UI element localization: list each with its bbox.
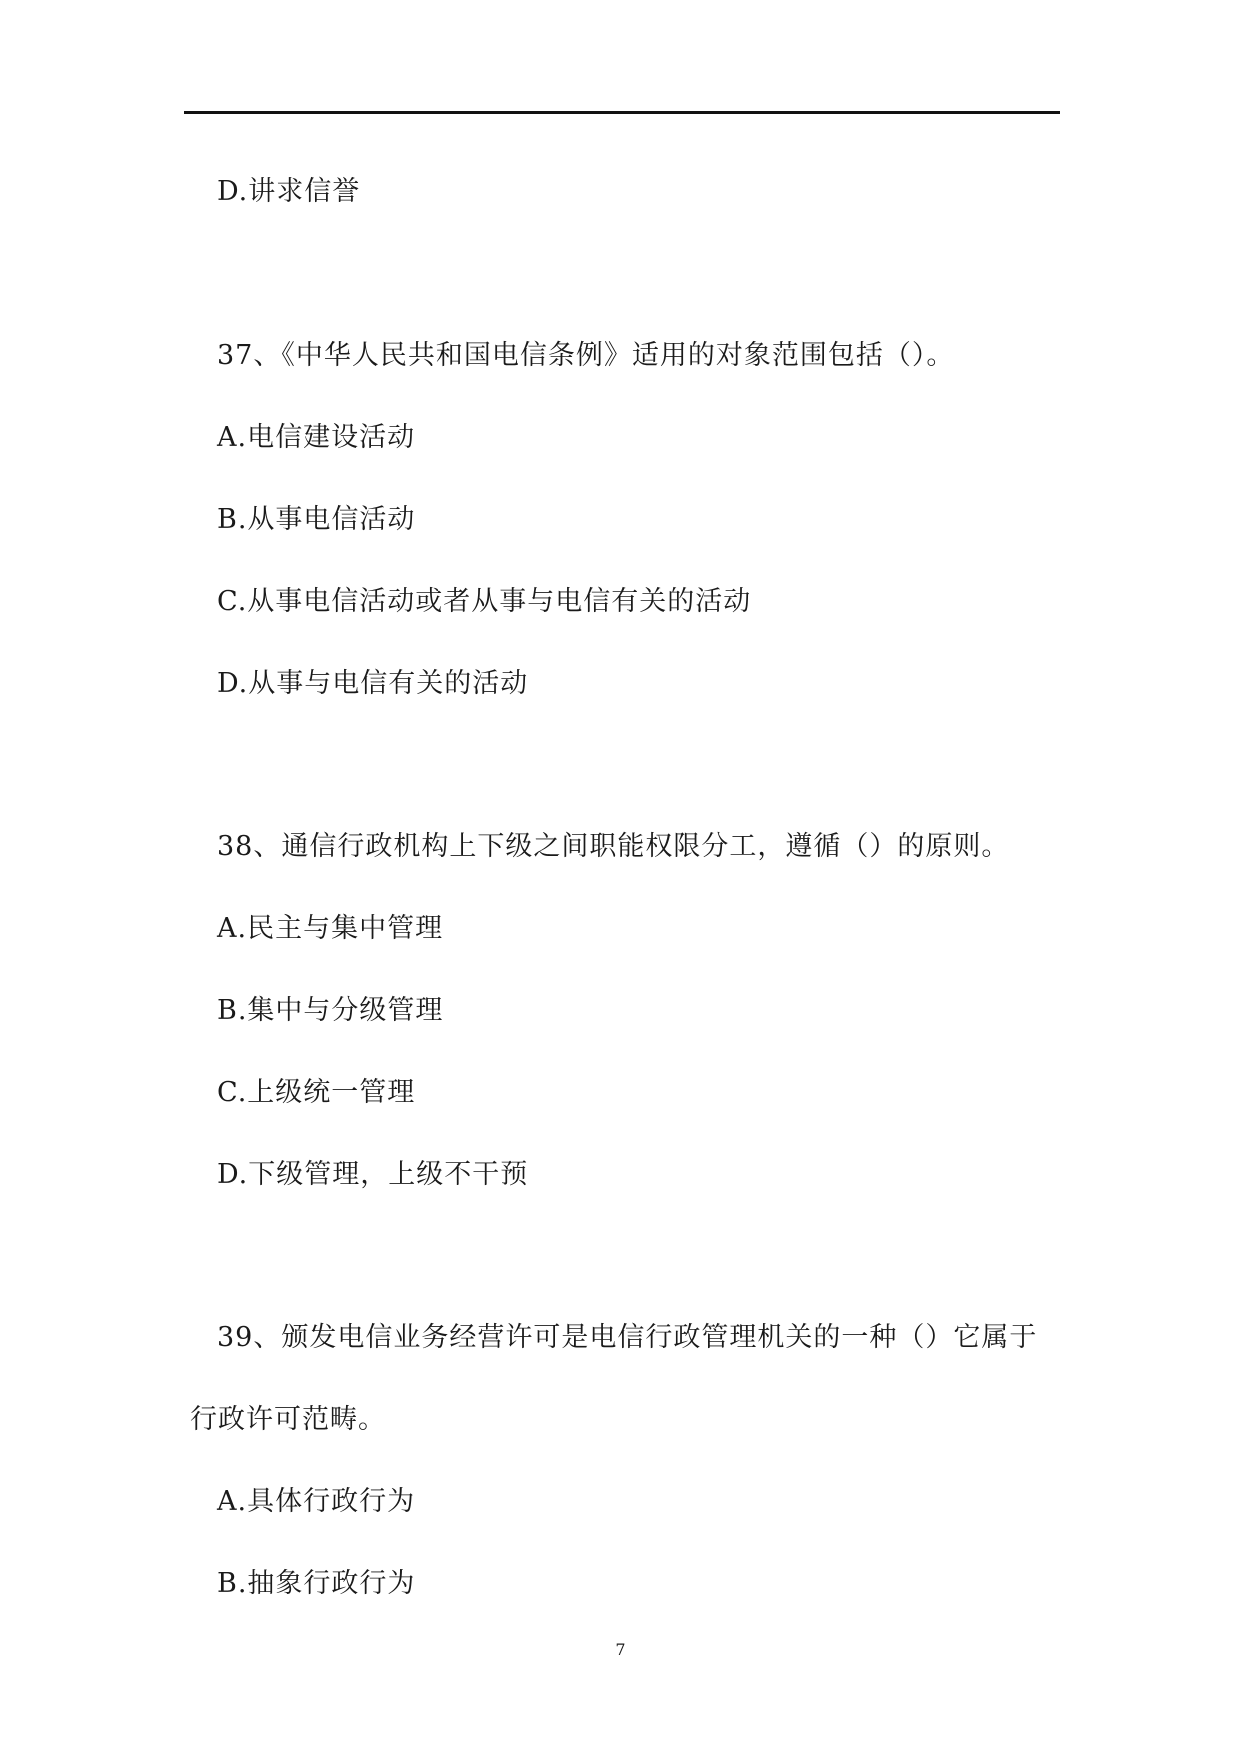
q37-option-b: B.从事电信活动 [217, 504, 416, 535]
q36-option-d: D.讲求信誉 [217, 176, 361, 207]
q38-option-a: A.民主与集中管理 [217, 913, 444, 944]
q37-option-c: C.从事电信活动或者从事与电信有关的活动 [217, 586, 752, 617]
q39-stem-line2: 行政许可范畴。 [190, 1404, 386, 1435]
q38-option-d: D.下级管理，上级不干预 [217, 1159, 529, 1190]
q37-option-d: D.从事与电信有关的活动 [217, 668, 529, 699]
q38-option-c: C.上级统一管理 [217, 1077, 416, 1108]
q39-stem-line1: 39、颁发电信业务经营许可是电信行政管理机关的一种（）它属于 [217, 1322, 1038, 1353]
q37-option-a: A.电信建设活动 [217, 422, 416, 453]
q38-stem: 38、通信行政机构上下级之间职能权限分工，遵循（）的原则。 [217, 831, 1010, 862]
q39-option-a: A.具体行政行为 [217, 1486, 416, 1517]
q37-stem: 37、《中华人民共和国电信条例》适用的对象范围包括（）。 [217, 340, 955, 371]
q38-option-b: B.集中与分级管理 [217, 995, 444, 1026]
page-number: 7 [615, 1640, 626, 1659]
header-rule [184, 111, 1060, 114]
q39-option-b: B.抽象行政行为 [217, 1568, 416, 1599]
